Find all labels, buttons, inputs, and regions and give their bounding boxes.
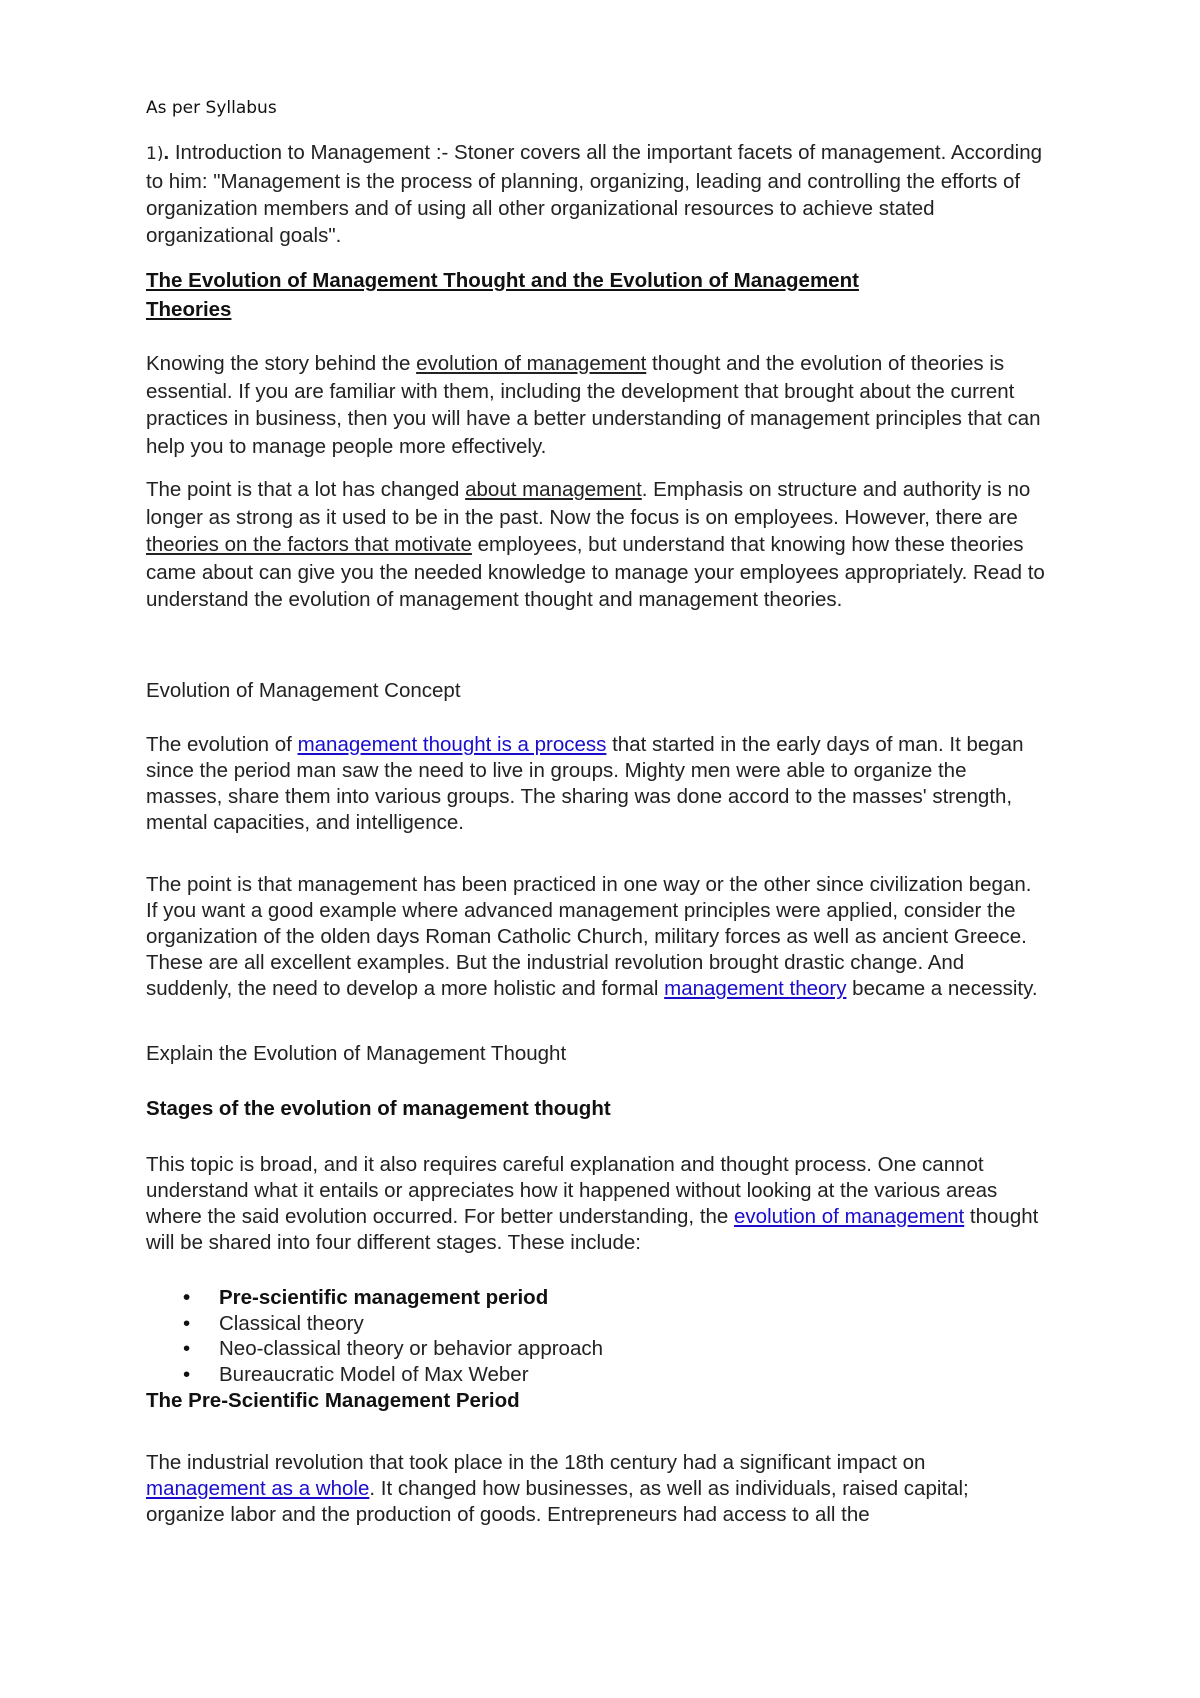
list-item: • Bureaucratic Model of Max Weber: [219, 1362, 1046, 1388]
para2-text-after: employees, but understand that knowing how these theories came about can give you the needed knowledge to manage your employees appropriately. Read to understand the evolution of management thought and management theories.: [146, 533, 1045, 611]
concept-heading: Evolution of Management Concept: [146, 678, 461, 702]
explain-heading: Explain the Evolution of Management Thought: [146, 1042, 567, 1065]
para2-text-middle: . Emphasis on structure and authority is no longer as strong as it used to be in the past. Now the focus is on employees. However, there are: [146, 478, 1031, 529]
document-page: [146, 96, 1046, 1528]
para6-text-after: . It changed how businesses, as well as individuals, raised capital; organize labor and the production of goods. Entrepreneurs had access to all the: [146, 1476, 969, 1526]
para1-text-after: thought and the evolution of theories is essential. If you are familiar with them, including the development that brought about the current practices in business, then you will have a better understanding of management principles that can help you to manage people more effectively.: [146, 352, 1041, 458]
intro-number: 1): [146, 144, 164, 164]
paragraph-evolution-of: [146, 732, 1046, 836]
paragraph-topic-broad: [146, 1152, 1046, 1256]
paragraph-point-changed: [146, 476, 1046, 614]
evolution-heading: The Evolution of Management Thought and the Evolution of Management Theories: [146, 269, 859, 321]
management-as-whole-link[interactable]: management as a whole: [146, 1476, 370, 1500]
syllabus-heading: As per Syllabus: [146, 98, 277, 118]
intro-dot: .: [163, 141, 170, 164]
para3-text-before: The evolution of: [146, 733, 298, 756]
para4-text-after: became a necessity.: [846, 977, 1038, 1000]
para5-text-before: This topic is broad, and it also requires careful explanation and thought process. One cannot understand what it entails or appreciates how it happened without looking at the various areas where the said evolution occurred. For better understanding, the: [146, 1153, 998, 1228]
stages-list: [146, 1285, 1046, 1387]
stages-heading: Stages of the evolution of management thought: [146, 1096, 611, 1120]
theories-motivate-text: theories on the factors that motivate: [146, 533, 472, 556]
intro-text: Introduction to Management :- Stoner covers all the important facets of management. According to him: "Management is the process of planning, organizing, leading and controlling the efforts of organization members and of using all other organizational resources to achieve stated organizational goals".: [146, 141, 1043, 247]
management-theory-link[interactable]: management theory: [664, 977, 847, 1000]
list-item: • Pre-scientific management period: [219, 1285, 1046, 1311]
about-management-text: about management: [465, 478, 642, 501]
list-item: • Classical theory: [219, 1311, 1046, 1337]
paragraph-practiced: [146, 872, 1046, 1002]
para3-text-after: that started in the early days of man. It began since the period man saw the need to live in groups. Mighty men were able to organize the masses, share them into various groups. The sharing was done accord to the masses' strength, mental capacities, and intelligence.: [146, 733, 1024, 834]
paragraph-industrial-revolution: [146, 1450, 1046, 1528]
para2-text-before: The point is that a lot has changed: [146, 478, 466, 501]
evolution-of-management-text: evolution of management: [416, 352, 647, 375]
para6-text-before: The industrial revolution that took place in the 18th century had a significant impact on: [146, 1450, 926, 1474]
prescientific-heading: The Pre-Scientific Management Period: [146, 1389, 520, 1412]
para1-text-before: Knowing the story behind the: [146, 352, 417, 375]
intro-paragraph: [146, 139, 1046, 249]
para5-text-after: thought will be shared into four different stages. These include:: [146, 1205, 1039, 1254]
paragraph-knowing: [146, 350, 1046, 460]
evolution-of-management-link[interactable]: evolution of management: [734, 1205, 965, 1228]
list-item: • Neo-classical theory or behavior approach: [219, 1336, 1046, 1362]
management-thought-process-link[interactable]: management thought is a process: [297, 733, 607, 756]
para4-text-before: The point is that management has been practiced in one way or the other since civilization began. If you want a good example where advanced management principles were applied, consider the organization of the olden days Roman Catholic Church, military forces as well as ancient Greece. These are all excellent examples. But the industrial revolution brought drastic change. And suddenly, the need to develop a more holistic and formal: [146, 873, 1032, 1000]
